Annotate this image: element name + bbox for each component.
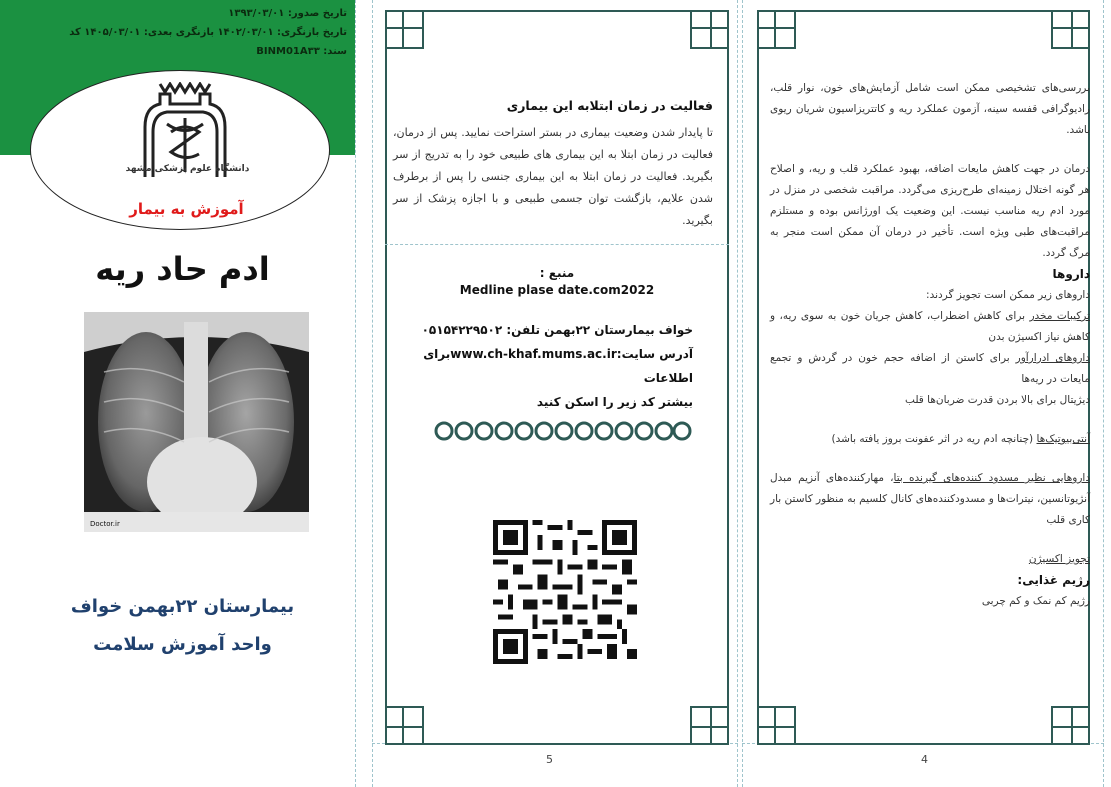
website-address: آدرس سایت:www.ch-khaf.mums.ac.irبرای اطلاعات (423, 347, 693, 385)
drug-item: داروهایی نظیر مسدود کننده‌های گیرنده بتا، مهارکننده‌های آنزیم مبدل آنژیوتانسین، نیترات‌ها و مسدودکننده‌های کانال کلسیم به منظور کاستن بار کاری قلب (770, 472, 1090, 526)
university-logo (105, 82, 265, 192)
decorative-chain-icon (432, 419, 692, 443)
chest-xray-image (84, 312, 309, 532)
cover-panel (0, 0, 355, 787)
health-education-unit: واحد آموزش سلامت (93, 634, 272, 655)
page-guide (742, 0, 743, 787)
brochure-title: ادم حاد ریه (95, 250, 270, 288)
corner-ornament-icon (683, 10, 729, 56)
corner-ornament-icon (1044, 10, 1090, 56)
revision-date: تاریخ بازنگری: ۱۴۰۲/۰۳/۰۱ بازنگری بعدی: ۱۴۰۵/۰۳/۰۱ کد (69, 27, 347, 38)
corner-ornament-icon (683, 699, 729, 745)
document-code: سند: BINM01A۳۳ (256, 46, 347, 57)
right-panel (757, 10, 1090, 745)
source-reference: Medline plase date.com2022 (459, 283, 655, 297)
corner-ornament-icon (385, 10, 431, 56)
hospital-phone: خواف بیمارستان ۲۲بهمن تلفن: ۰۵۱۵۴۲۲۹۵۰۲ (421, 323, 693, 337)
drug-item: ترکیبات مخدر برای کاهش اضطراب، کاهش جریان خون به سوی ریه، و کاهش نیاز اکسیژن بدن (770, 310, 1090, 343)
contact-info (373, 318, 693, 414)
diet-heading: رژیم غذایی: (1017, 573, 1090, 587)
treatment-paragraph: درمان در جهت کاهش مایعات اضافه، بهبود عملکرد قلب و ریه، و اصلاح هر گونه اختلال زمینه‌ای طرح‌ریزی می‌گردد. مراقبت شخصی در منزل در مورد ادم ریه مناسب نیست. این وضعیت یک اورژانس بوده و مستلزم مراقبت‌های طبی ویژه است. تأخیر در درمان آن ممکن است منجر به مرگ گردد. (770, 163, 1090, 259)
section-divider (385, 244, 729, 245)
drug-item: آنتی‌بیوتیک‌ها (چنانچه ادم ریه در اثر عفونت بروز یافته باشد) (831, 433, 1090, 445)
drugs-heading: داروها (1052, 267, 1090, 281)
hospital-name: بیمارستان ۲۲بهمن خواف (70, 596, 295, 617)
right-panel-text (770, 78, 1090, 612)
activity-heading: فعالیت در زمان ابتلابه این بیماری (506, 98, 713, 113)
diagnostics-paragraph: بررسی‌های تشخیصی ممکن است شامل آزمایش‌های خون، نوار قلب، رادیوگرافی قفسه سینه، آزمون عملکرد ریه و کاتتریزاسیون شریان ریوی باشد. (770, 82, 1090, 136)
corner-ornament-icon (757, 699, 803, 745)
page-guide (737, 0, 738, 787)
page-guide (355, 0, 356, 787)
document-meta (17, 4, 347, 61)
diet-text: رژیم کم نمک و کم چربی (981, 595, 1090, 607)
source-label: منبع : (539, 266, 575, 280)
corner-ornament-icon (757, 10, 803, 56)
qr-code[interactable] (493, 520, 637, 664)
drug-item: داروهای ادرارآور برای کاستن از اضافه حجم خون در گردش و تجمع مایعات در ریه‌ها (770, 352, 1090, 385)
page-guide (1103, 0, 1104, 787)
corner-ornament-icon (1044, 699, 1090, 745)
activity-text: تا پایدار شدن وضعیت بیماری در بستر استراحت نمایید. پس از درمان، فعالیت در زمان ابتلا به این بیماری های طبیعی خود را به تدریج از سر بگیرید. فعالیت در زمان ابتلا به این بیماری جنسی را پس از برطرف شدن علایم، بازگشت توان جسمی طبیعی و با اجازه پزشک از سر بگیرید. (393, 126, 713, 227)
university-name: دانشگاه علوم پزشکی مشهد (125, 164, 250, 174)
oxygen-therapy: تجویز اکسیژن (1028, 553, 1090, 565)
drug-item: دیژیتال برای بالا بردن قدرت ضربان‌ها قلب (905, 394, 1090, 406)
corner-ornament-icon (385, 699, 431, 745)
page-number: 4 (921, 753, 928, 766)
issue-date: تاریخ صدور: ۱۳۹۳/۰۳/۰۱ (228, 8, 347, 19)
patient-education-label: آموزش به بیمار (129, 200, 244, 218)
drugs-intro: داروهای زیر ممکن است تجویز گردند: (926, 289, 1090, 301)
scan-instruction: بیشتر کد زیر را اسکن کنید (536, 395, 693, 409)
middle-panel (385, 10, 729, 745)
watermark-text: Doctor.ir (90, 520, 120, 528)
page-number: 5 (546, 753, 553, 766)
